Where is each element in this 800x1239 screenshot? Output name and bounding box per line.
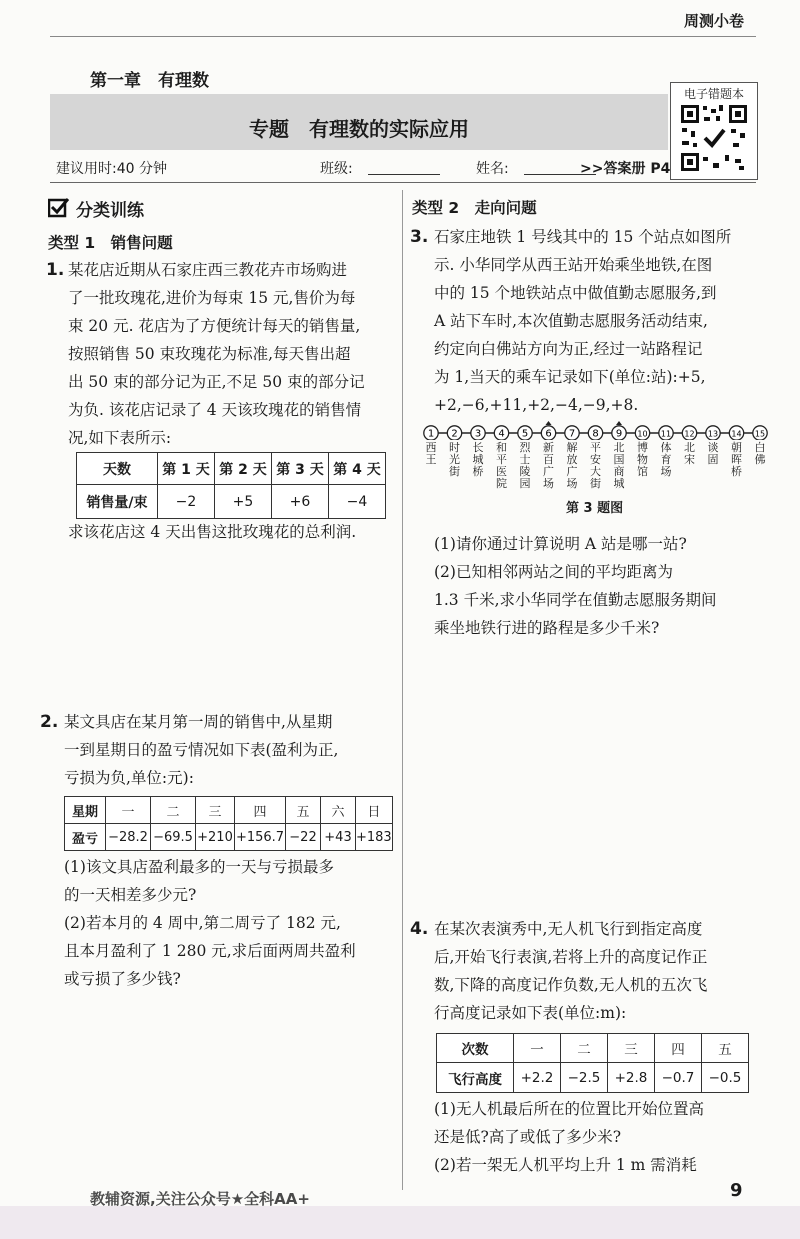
station-name: 朝晖桥 [731, 441, 742, 478]
page-title: 专题 有理数的实际应用 [249, 117, 469, 141]
q1-line: 按照销售 50 束玫瑰花为标准,每天售出超 [68, 345, 351, 363]
table-header-cell: 四 [655, 1034, 702, 1063]
table-header-cell: 次数 [437, 1034, 514, 1063]
figure-caption: 第 3 题图 [566, 501, 624, 516]
q2-profit-table [64, 796, 393, 851]
table-header-cell: 第 4 天 [329, 453, 386, 485]
class-label: 班级: [320, 161, 353, 177]
table-cell: +156.7 [235, 824, 286, 851]
footer-band [0, 1206, 800, 1239]
table-row-label: 飞行高度 [437, 1063, 514, 1093]
table-header-cell: 六 [321, 797, 356, 824]
station-number: 13 [707, 429, 719, 439]
table-cell: +43 [321, 824, 356, 851]
q4-number: 4. [410, 919, 429, 939]
q4-line: 行高度记录如下表(单位:m): [434, 1004, 627, 1022]
answer-reference: >>答案册 P4 [580, 161, 671, 177]
q2-line: 某文具店在某月第一周的销售中,从星期 [64, 713, 333, 731]
q4-line: 数,下降的高度记作负数,无人机的五次飞 [434, 976, 708, 994]
table-header-cell: 星期 [65, 797, 106, 824]
meta-bar [50, 154, 670, 184]
table-header-cell: 二 [151, 797, 196, 824]
table-header-cell: 三 [608, 1034, 655, 1063]
type2-heading: 类型 2 走向问题 [412, 199, 537, 217]
q2-part: (1)该文具店盈利最多的一天与亏损最多 [64, 858, 334, 876]
q3-line: A 站下车时,本次值勤志愿服务活动结束, [434, 312, 708, 330]
q3-part: 1.3 千米,求小华同学在值勤志愿服务期间 [434, 591, 717, 609]
table-header-cell: 五 [286, 797, 321, 824]
station-number: 8 [592, 428, 599, 440]
q1-line: 出 50 束的部分记为正,不足 50 束的部分记 [68, 373, 365, 391]
q4-line: 在某次表演秀中,无人机飞行到指定高度 [434, 920, 703, 938]
q2-part: 或亏损了多少钱? [64, 970, 181, 988]
qr-panel[interactable] [670, 82, 758, 180]
q3-number: 3. [410, 227, 429, 247]
q3-line: 石家庄地铁 1 号线其中的 15 个站点如图所 [434, 228, 732, 246]
station-number: 7 [568, 428, 576, 440]
table-header-row [437, 1034, 749, 1063]
table-cell: +2.2 [514, 1063, 561, 1093]
footer-text: 教辅资源,关注公众号★全科AA+ [90, 1190, 310, 1208]
table-cell: −4 [329, 485, 386, 519]
station-number: 4 [498, 428, 505, 440]
station-number: 15 [754, 429, 766, 439]
table-cell: −22 [286, 824, 321, 851]
station-number: 11 [660, 429, 672, 439]
table-cell: −2.5 [561, 1063, 608, 1093]
station-number: 3 [474, 428, 482, 440]
q3-line: 示. 小华同学从西王站开始乘坐地铁,在图 [434, 256, 713, 274]
table-row [77, 485, 386, 519]
top-rule [50, 36, 756, 37]
page-number: 9 [730, 1180, 743, 1201]
q1-line: 了一批玫瑰花,进价为每束 15 元,售价为每 [68, 289, 356, 307]
station-name: 北宋 [684, 441, 695, 466]
table-cell: −2 [158, 485, 215, 519]
transfer-marker-icon [546, 421, 552, 425]
q1-line: 某花店近期从石家庄西三教花卉市场购进 [68, 261, 348, 279]
q2-line: 一到星期日的盈亏情况如下表(盈利为正, [64, 741, 339, 759]
metro-line-diagram [422, 420, 768, 440]
name-label: 姓名: [476, 161, 509, 177]
q1-line: 为负. 该花店记录了 4 天该玫瑰花的销售情 [68, 401, 362, 419]
station-name: 新百广场 [543, 441, 554, 490]
table-header-cell: 三 [196, 797, 235, 824]
table-cell: +183 [356, 824, 393, 851]
station-number: 2 [451, 428, 458, 440]
station-number: 6 [545, 428, 552, 440]
q1-question: 求该花店这 4 天出售这批玫瑰花的总利润. [68, 523, 357, 541]
station-number: 10 [637, 429, 648, 439]
station-name: 西王 [425, 441, 437, 466]
q2-part: (2)若本月的 4 周中,第二周亏了 182 元, [64, 914, 341, 932]
table-cell: +5 [215, 485, 272, 519]
table-header-cell: 第 2 天 [215, 453, 272, 485]
q2-line: 亏损为负,单位:元): [64, 769, 194, 787]
table-header-cell: 四 [235, 797, 286, 824]
table-cell: +2.8 [608, 1063, 655, 1093]
suggested-time: 建议用时:40 分钟 [56, 161, 167, 177]
type1-heading: 类型 1 销售问题 [48, 234, 173, 252]
transfer-marker-icon [616, 421, 622, 425]
q4-part: (2)若一架无人机平均上升 1 m 需消耗 [434, 1156, 697, 1174]
q1-line: 束 20 元. 花店为了方便统计每天的销售量, [68, 317, 361, 335]
table-header-cell: 一 [106, 797, 151, 824]
table-header-cell: 一 [514, 1034, 561, 1063]
table-cell: −69.5 [151, 824, 196, 851]
class-blank[interactable] [368, 174, 440, 175]
page-tag: 周测小卷 [683, 12, 744, 30]
station-number: 9 [615, 428, 623, 440]
station-name: 博物馆 [637, 441, 648, 478]
station-name: 解放广场 [566, 441, 578, 490]
station-name: 长城桥 [472, 441, 484, 478]
q3-part: 乘坐地铁行进的路程是多少千米? [434, 619, 660, 637]
header-rule [50, 182, 756, 183]
q3-line: +2,−6,+11,+2,−4,−9,+8. [434, 396, 639, 414]
table-header-cell: 日 [356, 797, 393, 824]
section-title: 分类训练 [76, 201, 144, 221]
q4-part: 还是低?高了或低了多少米? [434, 1128, 622, 1146]
station-number: 14 [731, 429, 742, 439]
q2-number: 2. [40, 712, 59, 732]
column-divider [402, 190, 403, 1190]
qr-code-icon[interactable] [679, 103, 749, 173]
station-name: 烈士陵园 [519, 441, 531, 490]
table-row [65, 824, 393, 851]
qr-label: 电子错题本 [683, 87, 744, 101]
table-cell: +6 [272, 485, 329, 519]
station-number: 1 [427, 428, 435, 440]
table-row [437, 1063, 749, 1093]
table-cell: +210 [196, 824, 235, 851]
q3-line: 中的 15 个地铁站点中做值勤志愿服务,到 [434, 284, 717, 302]
table-cell: −0.7 [655, 1063, 702, 1093]
table-cell: −0.5 [702, 1063, 749, 1093]
table-header-cell: 第 3 天 [272, 453, 329, 485]
chapter-heading: 第一章 有理数 [90, 71, 209, 91]
q4-height-table [436, 1033, 749, 1093]
table-cell: −28.2 [106, 824, 151, 851]
station-name: 北国商城 [613, 441, 625, 490]
table-header-cell: 二 [561, 1034, 608, 1063]
q4-line: 后,开始飞行表演,若将上升的高度记作正 [434, 948, 708, 966]
checkbox-icon [48, 197, 70, 219]
table-row-label: 销售量/束 [77, 485, 158, 519]
station-name: 白佛 [754, 441, 766, 466]
table-header-cell: 五 [702, 1034, 749, 1063]
q3-part: (1)请你通过计算说明 A 站是哪一站? [434, 535, 687, 553]
table-header-row [77, 453, 386, 485]
station-number: 12 [684, 429, 695, 439]
table-header-row [65, 797, 393, 824]
station-name: 体育场 [660, 441, 672, 478]
station-name: 平安大街 [590, 441, 601, 490]
q3-part: (2)已知相邻两站之间的平均距离为 [434, 563, 673, 581]
station-name: 和平医院 [496, 441, 507, 490]
station-number: 5 [521, 428, 529, 440]
table-header-cell: 天数 [77, 453, 158, 485]
table-row-label: 盈亏 [65, 824, 106, 851]
q3-line: 约定向白佛站方向为正,经过一站路程记 [434, 340, 703, 358]
station-name: 时光街 [449, 441, 460, 478]
q3-line: 为 1,当天的乘车记录如下(单位:站):+5, [434, 368, 706, 386]
q2-part: 且本月盈利了 1 280 元,求后面两周共盈利 [64, 942, 356, 960]
q1-line: 况,如下表所示: [68, 429, 172, 447]
q1-number: 1. [46, 260, 65, 280]
q2-part: 的一天相差多少元? [64, 886, 197, 904]
station-name: 谈固 [707, 441, 719, 466]
table-header-cell: 第 1 天 [158, 453, 215, 485]
q1-sales-table [76, 452, 386, 519]
q4-part: (1)无人机最后所在的位置比开始位置高 [434, 1100, 704, 1118]
